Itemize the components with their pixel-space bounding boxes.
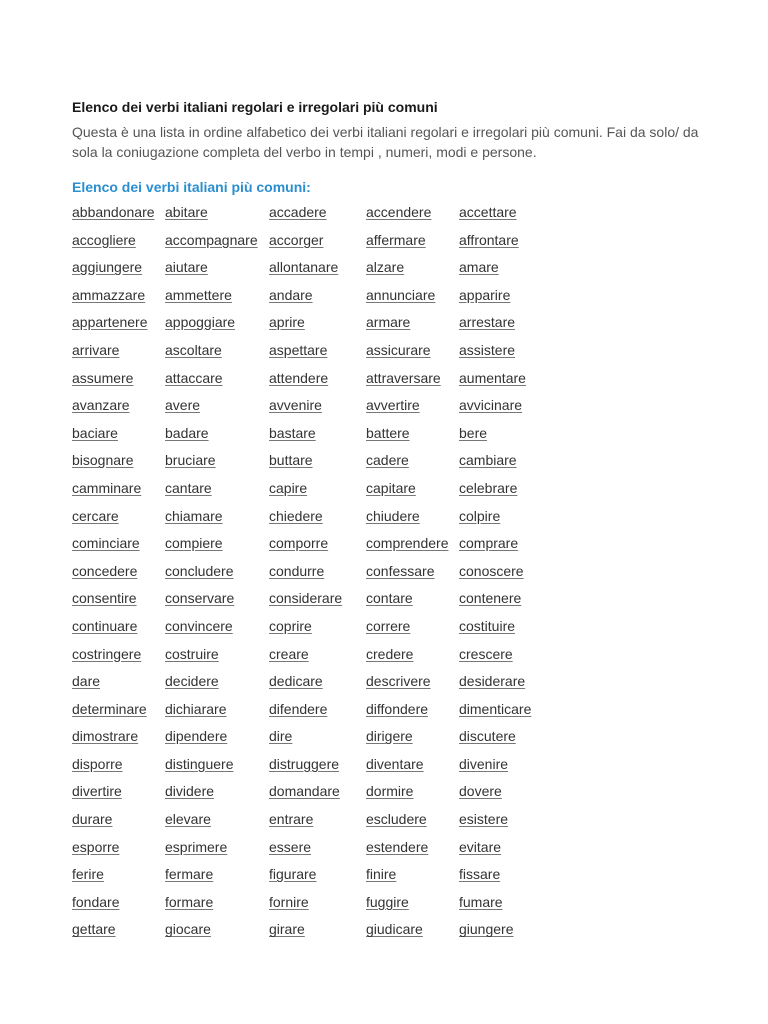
verb-link-amare[interactable]: amare bbox=[459, 259, 499, 276]
verb-link-battere[interactable]: battere bbox=[366, 424, 410, 441]
verb-link-assumere[interactable]: assumere bbox=[72, 369, 134, 386]
verb-link-fissare[interactable]: fissare bbox=[459, 866, 501, 883]
verb-link-dormire[interactable]: dormire bbox=[366, 783, 414, 800]
verb-link-comprare[interactable]: comprare bbox=[459, 535, 519, 552]
verb-row bbox=[72, 642, 712, 670]
verb-link-conoscere[interactable]: conoscere bbox=[459, 562, 524, 579]
verb-row bbox=[72, 862, 712, 890]
verb-link-dire[interactable]: dire bbox=[269, 728, 293, 745]
verb-link-avvicinare[interactable]: avvicinare bbox=[459, 397, 523, 414]
verb-link-dovere[interactable]: dovere bbox=[459, 783, 502, 800]
verb-link-accorger[interactable]: accorger bbox=[269, 231, 324, 248]
verb-link-concludere[interactable]: concludere bbox=[165, 562, 234, 579]
verb-link-attaccare[interactable]: attaccare bbox=[165, 369, 223, 386]
verb-link-correre[interactable]: correre bbox=[366, 617, 411, 634]
verb-link-consentire[interactable]: consentire bbox=[72, 590, 137, 607]
verb-link-cominciare[interactable]: cominciare bbox=[72, 535, 140, 552]
verb-link-desiderare[interactable]: desiderare bbox=[459, 673, 526, 690]
verb-link-contare[interactable]: contare bbox=[366, 590, 413, 607]
verb-link-continuare[interactable]: continuare bbox=[72, 617, 138, 634]
verb-row bbox=[72, 200, 712, 228]
verb-link-giocare[interactable]: giocare bbox=[165, 921, 211, 938]
verb-link-cambiare[interactable]: cambiare bbox=[459, 452, 517, 469]
verb-row bbox=[72, 338, 712, 366]
verb-row bbox=[72, 504, 712, 532]
verb-row bbox=[72, 779, 712, 807]
verb-link-descrivere[interactable]: descrivere bbox=[366, 673, 431, 690]
verb-link-ammettere[interactable]: ammettere bbox=[165, 286, 232, 303]
verb-link-avanzare[interactable]: avanzare bbox=[72, 397, 130, 414]
intro-paragraph: Questa è una lista in ordine alfabetico dei verbi italiani regolari e irregolari più comuni. Fai da solo/ da sola la coniugazione completa del verbo in tempi , numeri, modi e persone. bbox=[72, 124, 699, 160]
verb-link-costituire[interactable]: costituire bbox=[459, 617, 516, 634]
verb-link-armare[interactable]: armare bbox=[366, 314, 411, 331]
verb-link-costruire[interactable]: costruire bbox=[165, 645, 219, 662]
verb-link-elevare[interactable]: elevare bbox=[165, 811, 211, 828]
verb-link-annunciare[interactable]: annunciare bbox=[366, 286, 436, 303]
verb-link-dichiarare[interactable]: dichiarare bbox=[165, 700, 227, 717]
verb-link-cercare[interactable]: cercare bbox=[72, 507, 119, 524]
verb-link-divertire[interactable]: divertire bbox=[72, 783, 122, 800]
verb-row bbox=[72, 228, 712, 256]
verb-row bbox=[72, 724, 712, 752]
verb-link-bruciare[interactable]: bruciare bbox=[165, 452, 216, 469]
verb-link-aprire[interactable]: aprire bbox=[269, 314, 305, 331]
verb-link-giudicare[interactable]: giudicare bbox=[366, 921, 423, 938]
verb-link-chiamare[interactable]: chiamare bbox=[165, 507, 223, 524]
verb-link-assicurare[interactable]: assicurare bbox=[366, 341, 431, 358]
verb-link-bastare[interactable]: bastare bbox=[269, 424, 316, 441]
section-heading: Elenco dei verbi italiani più comuni: bbox=[72, 179, 311, 195]
verb-link-fondare[interactable]: fondare bbox=[72, 893, 120, 910]
verb-link-dimostrare[interactable]: dimostrare bbox=[72, 728, 139, 745]
verb-link-discutere[interactable]: discutere bbox=[459, 728, 516, 745]
verb-link-esistere[interactable]: esistere bbox=[459, 811, 509, 828]
verb-link-figurare[interactable]: figurare bbox=[269, 866, 317, 883]
verb-row bbox=[72, 697, 712, 725]
verb-row bbox=[72, 310, 712, 338]
verb-link-avvertire[interactable]: avvertire bbox=[366, 397, 420, 414]
verb-row bbox=[72, 283, 712, 311]
verb-link-crescere[interactable]: crescere bbox=[459, 645, 513, 662]
verb-link-formare[interactable]: formare bbox=[165, 893, 214, 910]
verb-link-camminare[interactable]: camminare bbox=[72, 479, 142, 496]
verb-link-estendere[interactable]: estendere bbox=[366, 838, 429, 855]
verb-link-colpire[interactable]: colpire bbox=[459, 507, 501, 524]
verb-row bbox=[72, 559, 712, 587]
verb-row bbox=[72, 835, 712, 863]
verb-row bbox=[72, 890, 712, 918]
verb-link-dimenticare[interactable]: dimenticare bbox=[459, 700, 532, 717]
verb-link-avere[interactable]: avere bbox=[165, 397, 201, 414]
verb-link-apparire[interactable]: apparire bbox=[459, 286, 511, 303]
verb-link-cadere[interactable]: cadere bbox=[366, 452, 409, 469]
verb-link-comprendere[interactable]: comprendere bbox=[366, 535, 449, 552]
verb-link-avvenire[interactable]: avvenire bbox=[269, 397, 322, 414]
verb-link-bere[interactable]: bere bbox=[459, 424, 488, 441]
verb-link-creare[interactable]: creare bbox=[269, 645, 309, 662]
verb-link-costringere[interactable]: costringere bbox=[72, 645, 142, 662]
document-page bbox=[72, 98, 712, 945]
verb-link-celebrare[interactable]: celebrare bbox=[459, 479, 518, 496]
verb-row bbox=[72, 255, 712, 283]
verb-link-determinare[interactable]: determinare bbox=[72, 700, 147, 717]
verb-link-essere[interactable]: essere bbox=[269, 838, 312, 855]
verb-link-buttare[interactable]: buttare bbox=[269, 452, 313, 469]
verb-link-concedere[interactable]: concedere bbox=[72, 562, 138, 579]
verb-row bbox=[72, 917, 712, 945]
verb-link-contenere[interactable]: contenere bbox=[459, 590, 522, 607]
verb-link-cantare[interactable]: cantare bbox=[165, 479, 212, 496]
verb-link-durare[interactable]: durare bbox=[72, 811, 113, 828]
verb-link-ascoltare[interactable]: ascoltare bbox=[165, 341, 222, 358]
verb-link-accadere[interactable]: accadere bbox=[269, 204, 327, 220]
verb-link-girare[interactable]: girare bbox=[269, 921, 305, 938]
verb-link-divenire[interactable]: divenire bbox=[459, 755, 509, 772]
verb-link-arrestare[interactable]: arrestare bbox=[459, 314, 516, 331]
verb-link-accettare[interactable]: accettare bbox=[459, 204, 517, 220]
verb-link-baciare[interactable]: baciare bbox=[72, 424, 118, 441]
verb-link-finire[interactable]: finire bbox=[366, 866, 397, 883]
verb-link-confessare[interactable]: confessare bbox=[366, 562, 435, 579]
verb-link-dividere[interactable]: dividere bbox=[165, 783, 215, 800]
verb-link-abbandonare[interactable]: abbandonare bbox=[72, 204, 155, 220]
document-title: Elenco dei verbi italiani regolari e irregolari più comuni bbox=[72, 99, 438, 115]
verb-link-bisognare[interactable]: bisognare bbox=[72, 452, 134, 469]
verb-link-assistere[interactable]: assistere bbox=[459, 341, 516, 358]
verb-link-esprimere[interactable]: esprimere bbox=[165, 838, 228, 855]
verb-link-dipendere[interactable]: dipendere bbox=[165, 728, 228, 745]
verb-link-attraversare[interactable]: attraversare bbox=[366, 369, 441, 386]
verb-link-appoggiare[interactable]: appoggiare bbox=[165, 314, 236, 331]
verb-link-compiere[interactable]: compiere bbox=[165, 535, 223, 552]
verb-link-affermare[interactable]: affermare bbox=[366, 231, 426, 248]
verb-link-aggiungere[interactable]: aggiungere bbox=[72, 259, 143, 276]
verb-link-diventare[interactable]: diventare bbox=[366, 755, 424, 772]
verb-link-credere[interactable]: credere bbox=[366, 645, 414, 662]
verb-row bbox=[72, 586, 712, 614]
verb-link-escludere[interactable]: escludere bbox=[366, 811, 427, 828]
verb-link-fermare[interactable]: fermare bbox=[165, 866, 214, 883]
verb-row bbox=[72, 669, 712, 697]
verb-link-diffondere[interactable]: diffondere bbox=[366, 700, 429, 717]
verb-link-considerare[interactable]: considerare bbox=[269, 590, 343, 607]
verb-link-accogliere[interactable]: accogliere bbox=[72, 231, 136, 248]
verb-link-allontanare[interactable]: allontanare bbox=[269, 259, 339, 276]
verb-link-chiedere[interactable]: chiedere bbox=[269, 507, 323, 524]
verb-link-dare[interactable]: dare bbox=[72, 673, 101, 690]
verb-link-alzare[interactable]: alzare bbox=[366, 259, 405, 276]
verb-link-giungere[interactable]: giungere bbox=[459, 921, 514, 938]
verb-row bbox=[72, 421, 712, 449]
verb-link-distinguere[interactable]: distinguere bbox=[165, 755, 234, 772]
verb-link-andare[interactable]: andare bbox=[269, 286, 313, 303]
verb-link-entrare[interactable]: entrare bbox=[269, 811, 314, 828]
verb-list-grid bbox=[72, 200, 712, 945]
verb-link-appartenere[interactable]: appartenere bbox=[72, 314, 148, 331]
verb-link-aumentare[interactable]: aumentare bbox=[459, 369, 526, 386]
verb-link-condurre[interactable]: condurre bbox=[269, 562, 325, 579]
verb-link-aspettare[interactable]: aspettare bbox=[269, 341, 328, 358]
verb-row bbox=[72, 393, 712, 421]
verb-link-gettare[interactable]: gettare bbox=[72, 921, 116, 938]
verb-row bbox=[72, 476, 712, 504]
verb-link-dedicare[interactable]: dedicare bbox=[269, 673, 323, 690]
verb-row bbox=[72, 752, 712, 780]
verb-link-domandare[interactable]: domandare bbox=[269, 783, 340, 800]
verb-link-badare[interactable]: badare bbox=[165, 424, 209, 441]
verb-link-arrivare[interactable]: arrivare bbox=[72, 341, 120, 358]
verb-link-conservare[interactable]: conservare bbox=[165, 590, 235, 607]
verb-row bbox=[72, 366, 712, 394]
verb-row bbox=[72, 448, 712, 476]
verb-row bbox=[72, 531, 712, 559]
verb-link-capire[interactable]: capire bbox=[269, 479, 308, 496]
verb-link-accendere[interactable]: accendere bbox=[366, 204, 432, 220]
verb-link-accompagnare[interactable]: accompagnare bbox=[165, 231, 258, 248]
verb-link-chiudere[interactable]: chiudere bbox=[366, 507, 420, 524]
verb-link-ammazzare[interactable]: ammazzare bbox=[72, 286, 146, 303]
verb-link-coprire[interactable]: coprire bbox=[269, 617, 312, 634]
verb-link-convincere[interactable]: convincere bbox=[165, 617, 233, 634]
verb-link-abitare[interactable]: abitare bbox=[165, 204, 208, 220]
verb-row bbox=[72, 614, 712, 642]
verb-link-dirigere[interactable]: dirigere bbox=[366, 728, 413, 745]
verb-link-fumare[interactable]: fumare bbox=[459, 893, 503, 910]
verb-row bbox=[72, 807, 712, 835]
verb-link-evitare[interactable]: evitare bbox=[459, 838, 502, 855]
verb-link-aiutare[interactable]: aiutare bbox=[165, 259, 208, 276]
verb-link-esporre[interactable]: esporre bbox=[72, 838, 120, 855]
verb-link-capitare[interactable]: capitare bbox=[366, 479, 416, 496]
verb-link-affrontare[interactable]: affrontare bbox=[459, 231, 519, 248]
verb-link-difendere[interactable]: difendere bbox=[269, 700, 328, 717]
verb-link-ferire[interactable]: ferire bbox=[72, 866, 104, 883]
verb-link-fuggire[interactable]: fuggire bbox=[366, 893, 409, 910]
verb-link-fornire[interactable]: fornire bbox=[269, 893, 309, 910]
verb-link-attendere[interactable]: attendere bbox=[269, 369, 329, 386]
verb-link-decidere[interactable]: decidere bbox=[165, 673, 219, 690]
verb-link-comporre[interactable]: comporre bbox=[269, 535, 329, 552]
verb-link-distruggere[interactable]: distruggere bbox=[269, 755, 340, 772]
verb-link-disporre[interactable]: disporre bbox=[72, 755, 123, 772]
